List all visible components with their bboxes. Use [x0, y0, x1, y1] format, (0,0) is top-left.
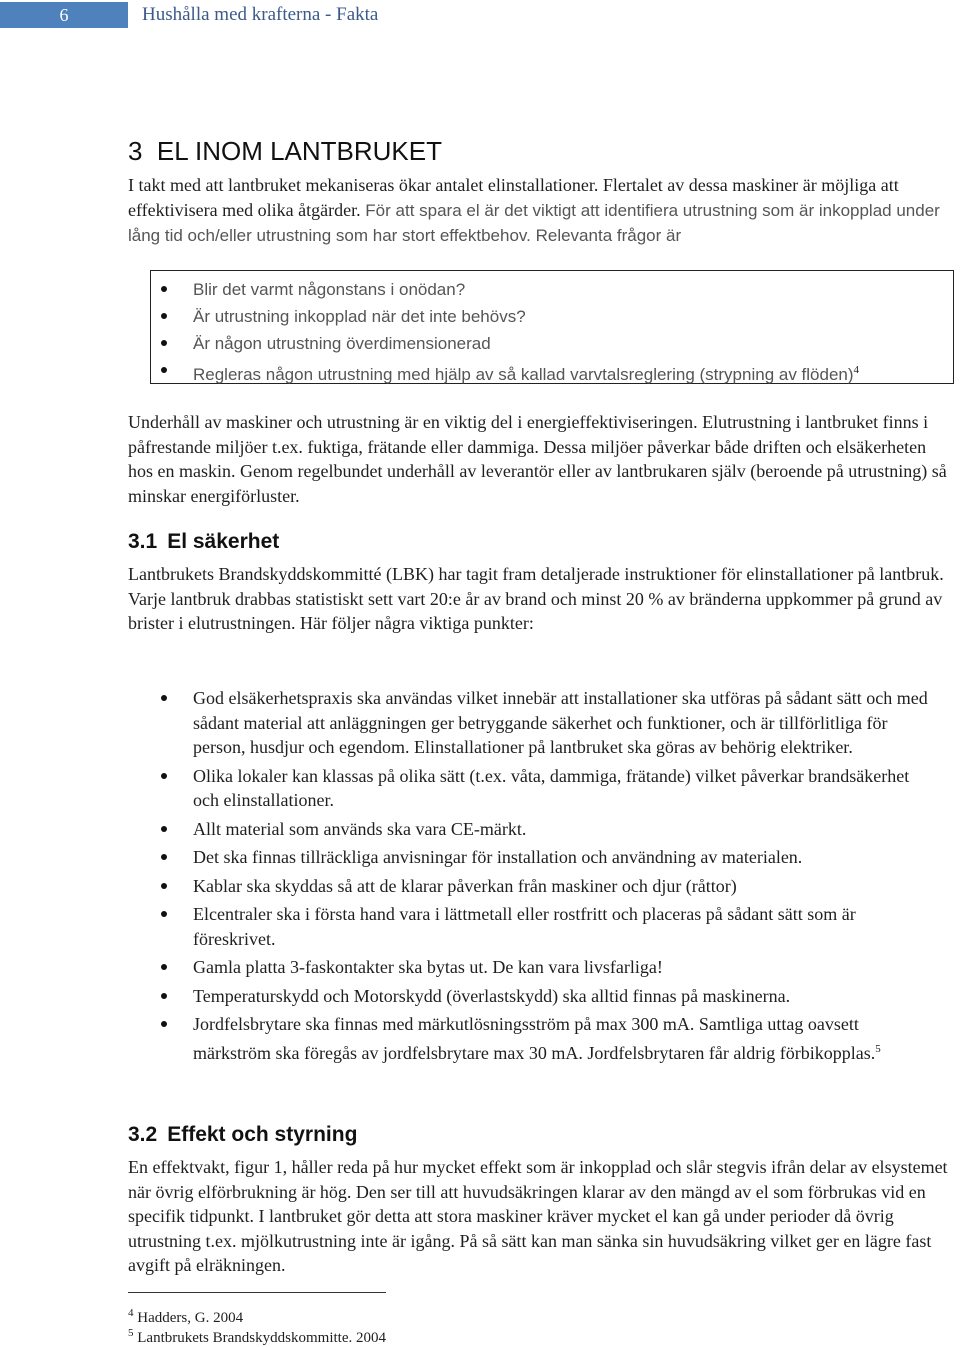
intro-text-gray: För att spara el är det viktigt att identifiera utrustning som är inkopplad under lång tid och/eller utrustning som har stort effektbehov. Relevanta frågor är [128, 200, 940, 245]
list-item: Temperaturskydd och Motorskydd (överlastskydd) ska alltid finnas på maskinerna. [128, 984, 928, 1009]
bullet-icon [161, 286, 167, 292]
bullet-icon [161, 1021, 167, 1027]
list-item: Jordfelsbrytare ska finnas med märkutlösningsström på max 300 mA. Samtliga uttag oavsett märkström ska föregås av jordfelsbrytare max 30 mA. Jordfelsbrytaren får aldrig förbikopplas.$^5$ [128, 1012, 928, 1065]
bullet-icon [161, 313, 167, 319]
list-item: Regleras någon utrustning med hjälp av så kallad varvtalsreglering (strypning av flöden)$^4$ [128, 358, 928, 385]
footnote-divider [128, 1292, 386, 1293]
intro-text: I takt med att lantbruket mekaniseras ökar antalet elinstallationer. Flertalet av dessa maskiner är möjliga att effektivisera med olika åtgärder. [128, 175, 899, 220]
list-item: Allt material som används ska vara CE-märkt. [128, 817, 928, 842]
intro-paragraph [128, 173, 948, 249]
bullet-icon [161, 993, 167, 999]
effect-paragraph: En effektvakt, figur 1, håller reda på hur mycket effekt som är inkopplad och slår stegvis ifrån delar av elsystemet när övrig elförbrukning är hög. Den ser till att huvudsäkringen klarar av den mängd av el som förbrukas vid en specifik tidpunkt. I lantbruket gör detta att stora maskiner kräver mycket el kan gå under perioder då övrig utrustning t.ex. mjölkutrustning inte är igång. På så sätt kan man sänka sin huvudsäkring vilket ger en lägre fast avgift på elräkningen. [128, 1157, 948, 1275]
bullet-icon [161, 964, 167, 970]
list-item: God elsäkerhetspraxis ska användas vilket innebär att installationer ska utföras på sådant sätt och med sådant material att anläggningen ger betryggande säkerhet och funktioner, och är tillförlitliga för person, husdjur och egendom. Elinstallationer på lantbruket ska göras av behörig elektriker. [128, 686, 928, 760]
bullet-icon [161, 695, 167, 701]
running-title: Hushålla med krafterna - Fakta [142, 4, 379, 25]
page-header [0, 0, 960, 30]
bullet-icon [161, 854, 167, 860]
bullet-icon [161, 773, 167, 779]
page-number: 6 [0, 2, 128, 28]
footnote: $^4$ Hadders, G. 2004 [128, 1307, 244, 1326]
section-heading-3-1: 3.1 El säkerhet [128, 530, 280, 553]
bullet-icon [161, 340, 167, 346]
list-item: Är någon utrustning överdimensionerad [128, 331, 928, 358]
maintenance-paragraph: Underhåll av maskiner och utrustning är en viktig del i energieffektiviseringen. Elutrustning i lantbruket finns i påfrestande miljöer t.ex. fuktiga, frätande eller dammiga. Dessa miljöer påverkar både driften och elsäkerheten hos en maskin. Genom regelbundet underhåll av leverantör eller av lantbrukaren själv (beroende på utrustning) så minskar energiförluster. [128, 412, 947, 506]
bullet-icon [161, 883, 167, 889]
section-heading-3: 3 EL INOM LANTBRUKET [128, 136, 442, 166]
footnote-ref: 5 [875, 1042, 881, 1055]
list-item: Gamla platta 3-faskontakter ska bytas ut. De kan vara livsfarliga! [128, 955, 928, 980]
bullet-icon [161, 911, 167, 917]
list-item: Är utrustning inkopplad när det inte behövs? [128, 304, 928, 331]
section-heading-3-2: 3.2 Effekt och styrning [128, 1123, 358, 1146]
list-item: Olika lokaler kan klassas på olika sätt (t.ex. våta, dammiga, frätande) vilket påverkar brandsäkerhet och elinstallationer. [128, 764, 928, 813]
bullet-icon [161, 367, 167, 373]
safety-paragraph: Lantbrukets Brandskyddskommitté (LBK) har tagit fram detaljerade instruktioner för elinstallationer på lantbruk. Varje lantbruk drabbas statistiskt sett vart 20:e år av brand och minst 20 % av bränderna uppkommer på grund av brister i elutrustningen. Här följer några viktiga punkter: [128, 564, 944, 633]
questions-list [128, 277, 928, 385]
list-item: Det ska finnas tillräckliga anvisningar för installation och användning av materialen. [128, 845, 928, 870]
list-item: Elcentraler ska i första hand vara i lättmetall eller rostfritt och placeras på sådant sätt som är föreskrivet. [128, 902, 928, 951]
footnote: $^5$ Lantbrukets Brandskyddskommitte. 2004 [128, 1327, 386, 1346]
list-item: Blir det varmt någonstans i onödan? [128, 277, 928, 304]
list-item: Kablar ska skyddas så att de klarar påverkan från maskiner och djur (råttor) [128, 874, 928, 899]
safety-points-list [128, 686, 928, 1065]
footnote-ref: 4 [853, 364, 860, 376]
bullet-icon [161, 826, 167, 832]
